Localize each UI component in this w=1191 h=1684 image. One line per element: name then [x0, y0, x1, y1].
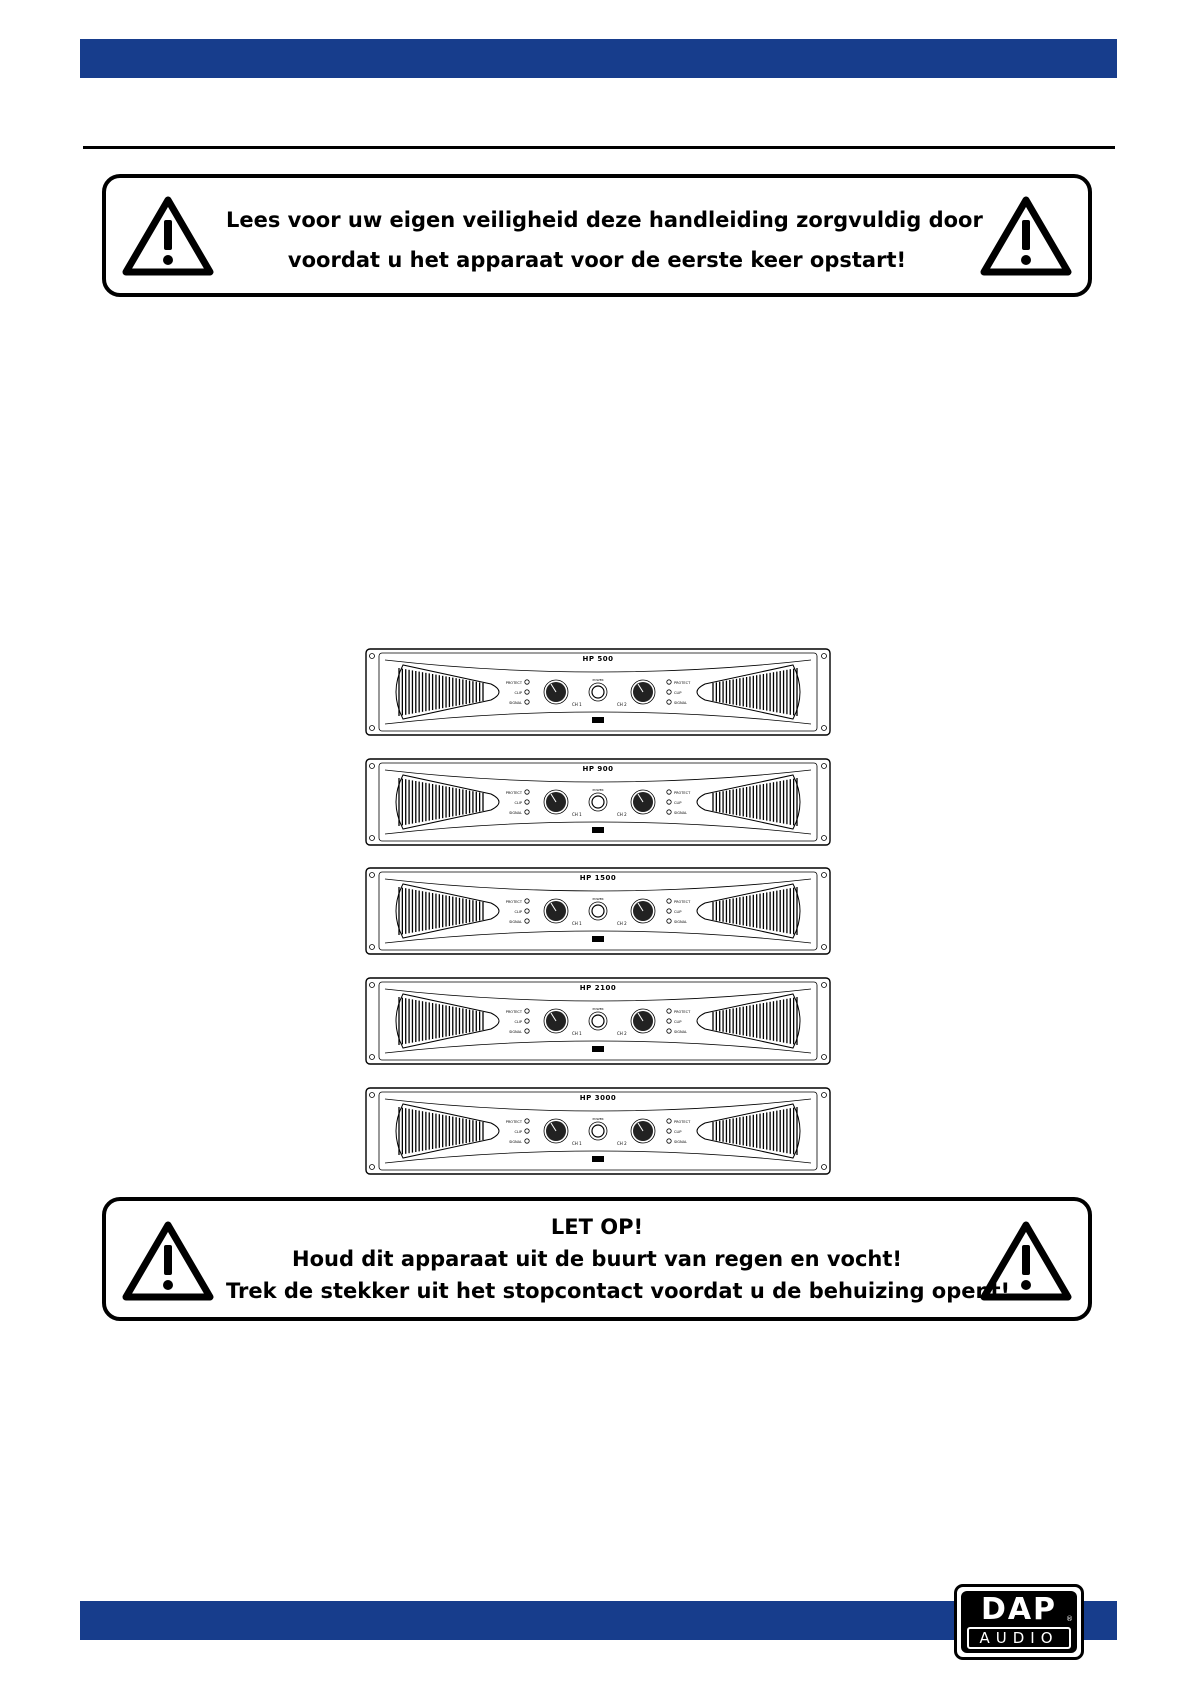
svg-text:CLIP: CLIP — [514, 1130, 522, 1134]
svg-text:PROTECT: PROTECT — [674, 1120, 691, 1124]
svg-text:CLIP: CLIP — [674, 801, 682, 805]
caution-title: LET OP! — [550, 1215, 644, 1239]
amplifier-model-label: HP 500 — [582, 655, 614, 663]
amplifier-front-panel — [365, 977, 831, 1065]
svg-text:SIGNAL: SIGNAL — [509, 701, 522, 705]
svg-text:PROTECT: PROTECT — [505, 681, 522, 685]
svg-text:POWER: POWER — [592, 897, 604, 901]
svg-text:PROTECT: PROTECT — [505, 1120, 522, 1124]
dap-audio-logo — [954, 1584, 1084, 1660]
svg-text:SIGNAL: SIGNAL — [674, 701, 687, 705]
svg-text:CLIP: CLIP — [674, 1130, 682, 1134]
svg-text:CH 1: CH 1 — [572, 1141, 582, 1146]
svg-text:CLIP: CLIP — [674, 1020, 682, 1024]
warning-line: Lees voor uw eigen veiligheid deze handleiding zorgvuldig door — [226, 208, 983, 232]
caution-warning-box — [102, 1197, 1092, 1321]
amplifier-model-label: HP 1500 — [579, 874, 617, 882]
amplifier-front-panel — [365, 867, 831, 955]
warning-triangle-icon — [122, 1221, 214, 1301]
svg-text:PROTECT: PROTECT — [674, 791, 691, 795]
svg-text:CH 2: CH 2 — [617, 812, 627, 817]
svg-text:CH 1: CH 1 — [572, 1031, 582, 1036]
warning-triangle-icon — [980, 196, 1072, 276]
svg-text:SIGNAL: SIGNAL — [509, 1030, 522, 1034]
warning-line: Trek de stekker uit het stopcontact voordat u de behuizing opent! — [226, 1279, 1011, 1303]
svg-text:CH 2: CH 2 — [617, 1141, 627, 1146]
header-bar — [80, 39, 1117, 78]
svg-text:CLIP: CLIP — [514, 801, 522, 805]
logo-brand: DAP — [980, 1592, 1058, 1627]
header-rule — [83, 146, 1115, 149]
warning-triangle-icon — [980, 1221, 1072, 1301]
svg-text:CH 2: CH 2 — [617, 921, 627, 926]
warning-line: voordat u het apparaat voor de eerste keer opstart! — [287, 248, 907, 272]
svg-text:PROTECT: PROTECT — [674, 900, 691, 904]
warning-line: Houd dit apparaat uit de buurt van regen en vocht! — [292, 1247, 902, 1271]
svg-text:CLIP: CLIP — [514, 691, 522, 695]
svg-text:SIGNAL: SIGNAL — [509, 1140, 522, 1144]
logo-sub: AUDIO — [967, 1627, 1071, 1649]
amplifier-front-panel — [365, 648, 831, 736]
svg-text:POWER: POWER — [592, 788, 604, 792]
svg-text:POWER: POWER — [592, 678, 604, 682]
safety-warning-text — [226, 200, 983, 280]
svg-text:CLIP: CLIP — [674, 910, 682, 914]
amplifier-model-label: HP 3000 — [579, 1094, 617, 1102]
svg-text:SIGNAL: SIGNAL — [509, 811, 522, 815]
amplifier-model-label: HP 2100 — [579, 984, 617, 992]
svg-text:POWER: POWER — [592, 1117, 604, 1121]
safety-warning-box — [102, 174, 1092, 297]
svg-text:PROTECT: PROTECT — [505, 900, 522, 904]
svg-text:CLIP: CLIP — [514, 910, 522, 914]
svg-text:CH 1: CH 1 — [572, 812, 582, 817]
svg-text:CH 1: CH 1 — [572, 921, 582, 926]
svg-text:CH 1: CH 1 — [572, 702, 582, 707]
caution-warning-text — [226, 1211, 1011, 1307]
svg-text:CH 2: CH 2 — [617, 702, 627, 707]
svg-text:SIGNAL: SIGNAL — [674, 1030, 687, 1034]
svg-text:CH 2: CH 2 — [617, 1031, 627, 1036]
svg-text:PROTECT: PROTECT — [674, 681, 691, 685]
svg-text:CLIP: CLIP — [514, 1020, 522, 1024]
svg-text:SIGNAL: SIGNAL — [509, 920, 522, 924]
amplifier-front-panel — [365, 758, 831, 846]
svg-text:CLIP: CLIP — [674, 691, 682, 695]
svg-text:SIGNAL: SIGNAL — [674, 811, 687, 815]
svg-text:PROTECT: PROTECT — [505, 791, 522, 795]
svg-text:PROTECT: PROTECT — [674, 1010, 691, 1014]
svg-text:PROTECT: PROTECT — [505, 1010, 522, 1014]
warning-triangle-icon — [122, 196, 214, 276]
logo-registered: ® — [1066, 1615, 1073, 1623]
amplifier-front-panel — [365, 1087, 831, 1175]
svg-text:SIGNAL: SIGNAL — [674, 1140, 687, 1144]
svg-text:POWER: POWER — [592, 1007, 604, 1011]
svg-text:SIGNAL: SIGNAL — [674, 920, 687, 924]
amplifier-model-label: HP 900 — [582, 765, 614, 773]
